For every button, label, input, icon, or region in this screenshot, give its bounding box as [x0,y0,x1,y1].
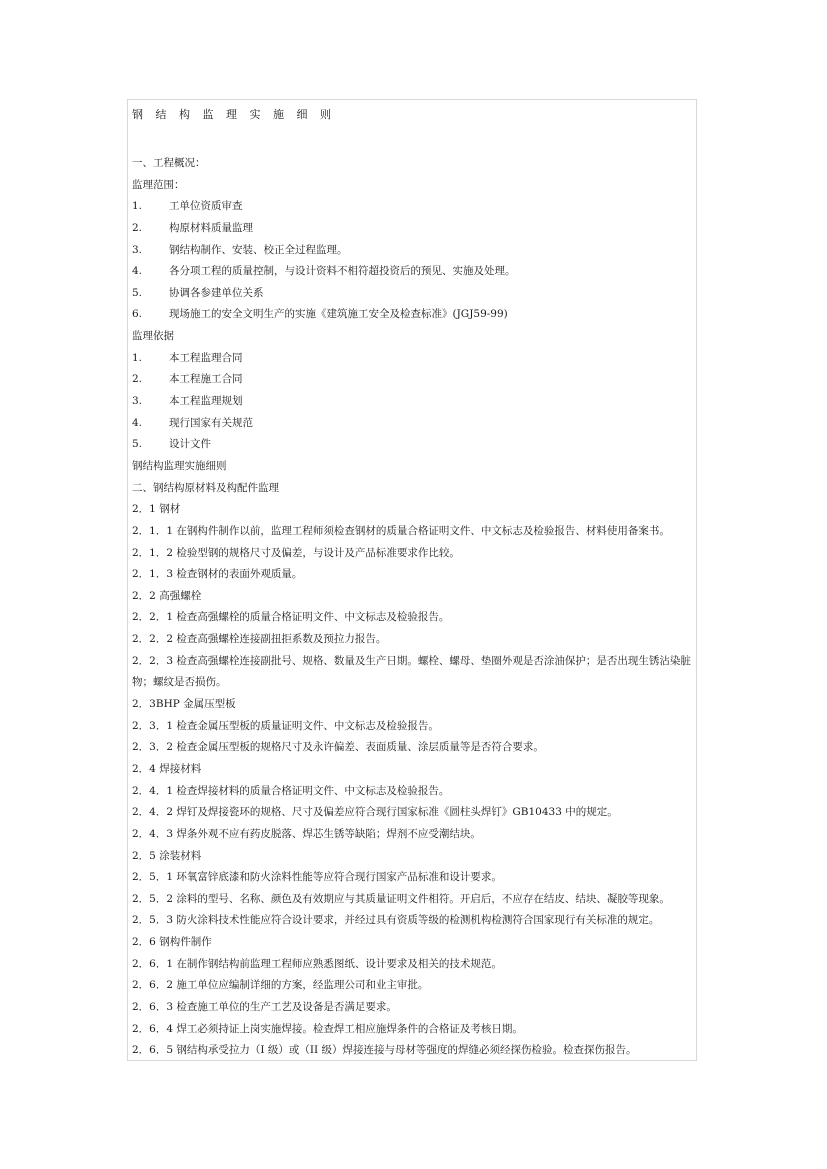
clause-line: 2．3．2 检查金属压型板的规格尺寸及永许偏差、表面质量、涂层质量等是否符合要求。 [132,741,544,754]
item-text: 构原材料质量监理 [169,221,253,234]
item-number: 3. [132,243,143,256]
basis-item [132,348,694,370]
clause-line: 2．3．1 检查金属压型板的质量证明文件、中文标志及检验报告。 [132,719,439,732]
item-text: 各分项工程的质量控制，与设计资料不相符超投资后的预见、实施及处理。 [169,265,516,278]
document-name-line: 钢结构监理实施细则 [132,459,227,472]
clause-line: 2．4．1 检查焊接材料的质量合格证明文件、中文标志及检验报告。 [132,784,450,797]
subsection-heading: 2．6 钢构件制作 [132,936,212,949]
clause-line: 2．6．5 钢结构承受拉力（I 级）或（II 级）焊接连接与母材等强度的焊缝必须经探伤检验。检查探伤报告。 [132,1044,637,1057]
item-text: 协调各参建单位关系 [169,286,264,299]
clause-line: 2．2．3 检查高强螺栓连接副批号、规格、数量及生产日期。螺栓、螺母、垫圈外观是否涂油保护；是否出现生锈沾染脏物；螺纹是否损伤。 [132,654,691,689]
item-number: 2. [132,373,143,386]
item-text: 本工程监理合同 [169,351,243,364]
subsection-heading: 2．5 涂装材料 [132,849,202,862]
item-number: 4. [132,265,143,278]
basis-item [132,413,694,435]
basis-item [132,434,694,456]
clause-line: 2．6．2 施工单位应编制详细的方案，经监理公司和业主审批。 [132,979,429,992]
item-number: 2. [132,221,143,234]
scope-item [132,218,694,240]
item-number: 1. [132,200,143,213]
item-number: 3. [132,395,143,408]
scope-item [132,196,694,218]
document-body [132,104,694,1062]
item-number: 5. [132,286,143,299]
item-number: 5. [132,438,143,451]
item-text: 现行国家有关规范 [169,416,253,429]
clause-line: 2．6．4 焊工必须持证上岗实施焊接。检查焊工相应施焊条件的合格证及考核日期。 [132,1022,523,1035]
item-text: 钢结构制作、安装、校正全过程监理。 [169,243,348,256]
scope-item [132,261,694,283]
item-text: 现场施工的安全文明生产的实施《建筑施工安全及检查标准》(JGJ59-99) [169,308,508,321]
subsection-heading: 2．2 高强螺栓 [132,589,202,602]
basis-heading: 监理依据 [132,330,174,343]
item-number: 1. [132,351,143,364]
basis-item [132,369,694,391]
title-spacer [132,126,694,153]
item-text: 本工程施工合同 [169,373,243,386]
subsection-heading: 2．1 钢材 [132,503,181,516]
clause-line: 2．6．3 检查施工单位的生产工艺及设备是否满足要求。 [132,1001,397,1013]
clause-line: 2．1．3 检查钢材的表面外观质量。 [132,568,303,581]
clause-line: 2．2．2 检查高强螺栓连接副扭拒系数及预拉力报告。 [132,633,387,646]
clause-line: 2．2．1 检查高强螺栓的质量合格证明文件、中文标志及检验报告。 [132,611,450,624]
clause-line: 2．6．1 在制作钢结构前监理工程师应熟悉图纸、设计要求及相关的技术规范。 [132,957,502,970]
subsection-heading: 2．4 焊接材料 [132,762,202,775]
clause-line: 2．5．2 涂料的型号、名称、颜色及有效期应与其质量证明文件相符。开启后，不应存在结皮、结块、凝胶等现象。 [132,892,670,905]
subsection-heading: 2．3BHP 金属压型板 [132,698,236,711]
document-title: 钢 结 构 监 理 实 施 细 则 [132,108,336,121]
clause-line: 2．5．3 防火涂料技术性能应符合设计要求，并经过具有资质等级的检测机构检测符合国家现行有关标准的规定。 [132,914,660,927]
clause-line: 2．4．2 焊钉及焊接瓷环的规格、尺寸及偏差应符合现行国家标准《圆柱头焊钉》GB10433 中的规定。 [132,806,618,819]
item-number: 6. [132,308,143,321]
clause-line: 2．5．1 环氧富锌底漆和防火涂料性能等应符合现行国家产品标准和设计要求。 [132,871,502,884]
clause-line: 2．4．3 焊条外观不应有药皮脱落、焊芯生锈等缺陷；焊剂不应受潮结块。 [132,827,481,840]
basis-item [132,391,694,413]
section-heading: 一、工程概况： [132,157,206,169]
scope-item [132,240,694,262]
clause-line: 2．1．1 在钢构件制作以前，监理工程师须检查钢材的质量合格证明文件、中文标志及检验报告、材料使用备案书。 [132,524,670,537]
section-heading: 二、钢结构原材料及构配件监理 [132,481,279,494]
item-text: 本工程监理规划 [169,395,243,408]
clause-line: 2．1．2 检验型钢的规格尺寸及偏差，与设计及产品标准要求作比较。 [132,546,460,559]
item-text: 设计文件 [169,438,211,451]
scope-item [132,304,694,326]
scope-item [132,283,694,305]
item-number: 4. [132,416,143,429]
item-text: 工单位资质审查 [169,200,243,213]
scope-heading: 监理范围： [132,178,185,191]
